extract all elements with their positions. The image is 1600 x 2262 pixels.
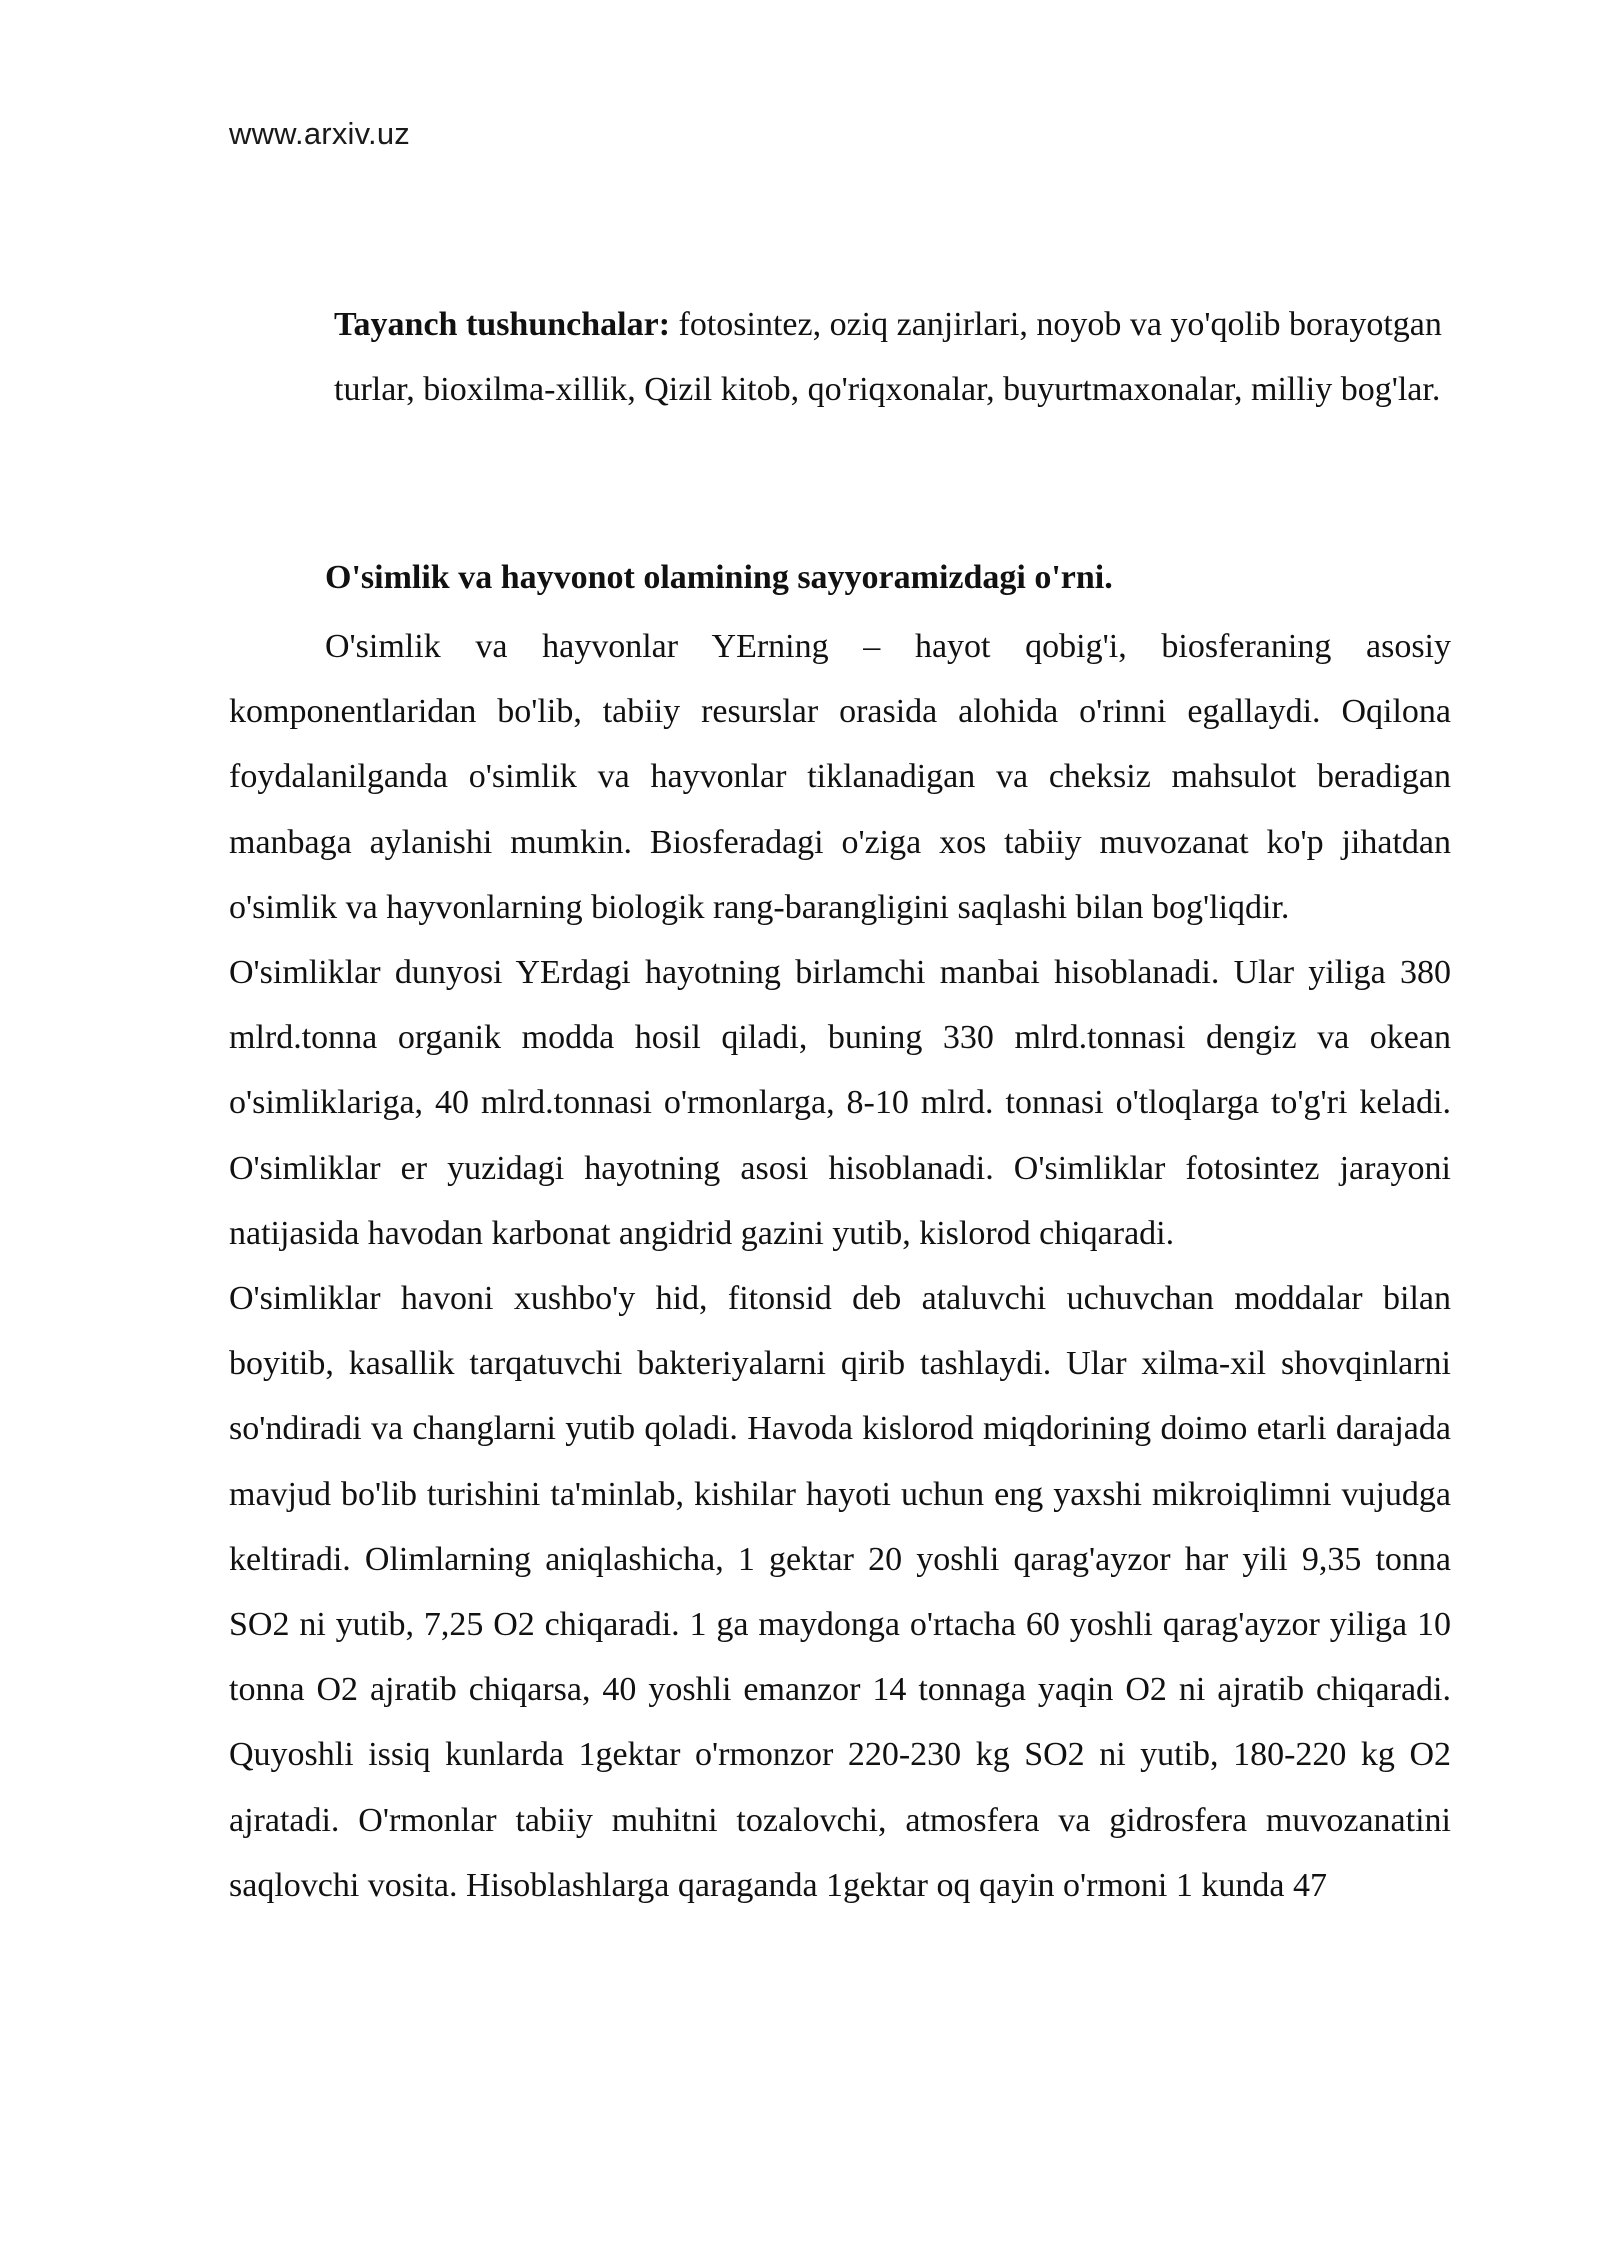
paragraph-3: O'simliklar havoni xushbo'y hid, fitonsid deb ataluvchi uchuvchan moddalar bilan boyitib, kasallik tarqatuvchi bakteriyalarni qirib tashlaydi. Ular xilma-xil shovqinlarni so'ndiradi va changlarni yutib qoladi. Havoda kislorod miqdorining doimo etarli darajada mavjud bo'lib turishini ta'minlab, kishilar hayoti uchun eng yaxshi mikroiqlimni vujudga keltiradi. Olimlarning aniqlashicha, 1 gektar 20 yoshli qarag'ayzor har yili 9,35 tonna SO2 ni yutib, 7,25 O2 chiqaradi. 1 ga maydonga o'rtacha 60 yoshli qarag'ayzor yiliga 10 tonna O2 ajratib chiqarsa, 40 yoshli emanzor 14 tonnaga yaqin O2 ni ajratib chiqaradi. Quyoshli issiq kunlarda 1gektar o'rmonzor 220-230 kg SO2 ni yutib, 180-220 kg O2 ajratadi. O'rmonlar tabiiy muhitni tozalovchi, atmosfera va gidrosfera muvozanatini saqlovchi vosita. Hisoblashlarga qaraganda 1gektar oq qayin o'rmoni 1 kunda 47 [229, 1280, 1451, 1904]
section-heading: O'simlik va hayvonot olamining sayyoramizdagi o'rni. [325, 559, 1113, 596]
paragraph-1: O'simlik va hayvonlar YErning – hayot qobig'i, biosferaning asosiy komponentlaridan bo'lib, tabiiy resurslar orasida alohida o'rinni egallaydi. Oqilona foydalanilganda o'simlik va hayvonlar tiklanadigan va cheksiz mahsulot beradigan manbaga aylanishi mumkin. Biosferadagi o'ziga xos tabiiy muvozanat ko'p jihatdan o'simlik va hayvonlarning biologik rang-barangligini saqlashi bilan bog'liqdir. [229, 628, 1451, 926]
keywords-text: fotosintez, oziq zanjirlari, noyob va yo'qolib borayotgan turlar, bioxilma-xillik, Qizil kitob, qo'riqxonalar, buyurtmaxonalar, milliy bog'lar. [334, 306, 1442, 408]
site-header: www.arxiv.uz [229, 116, 410, 151]
keywords-label: Tayanch tushunchalar: [334, 306, 671, 343]
paragraph-2: O'simliklar dunyosi YErdagi hayotning birlamchi manbai hisoblanadi. Ular yiliga 380 mlrd.tonna organik modda hosil qiladi, buning 330 mlrd.tonnasi dengiz va okean o'simliklariga, 40 mlrd.tonnasi o'rmonlarga, 8-10 mlrd. tonnasi o'tloqlarga to'g'ri keladi. O'simliklar er yuzidagi hayotning asosi hisoblanadi. O'simliklar fotosintez jarayoni natijasida havodan karbonat angidrid gazini yutib, kislorod chiqaradi. [229, 954, 1451, 1252]
body-text [229, 614, 1451, 1918]
keywords-block [334, 292, 1474, 422]
